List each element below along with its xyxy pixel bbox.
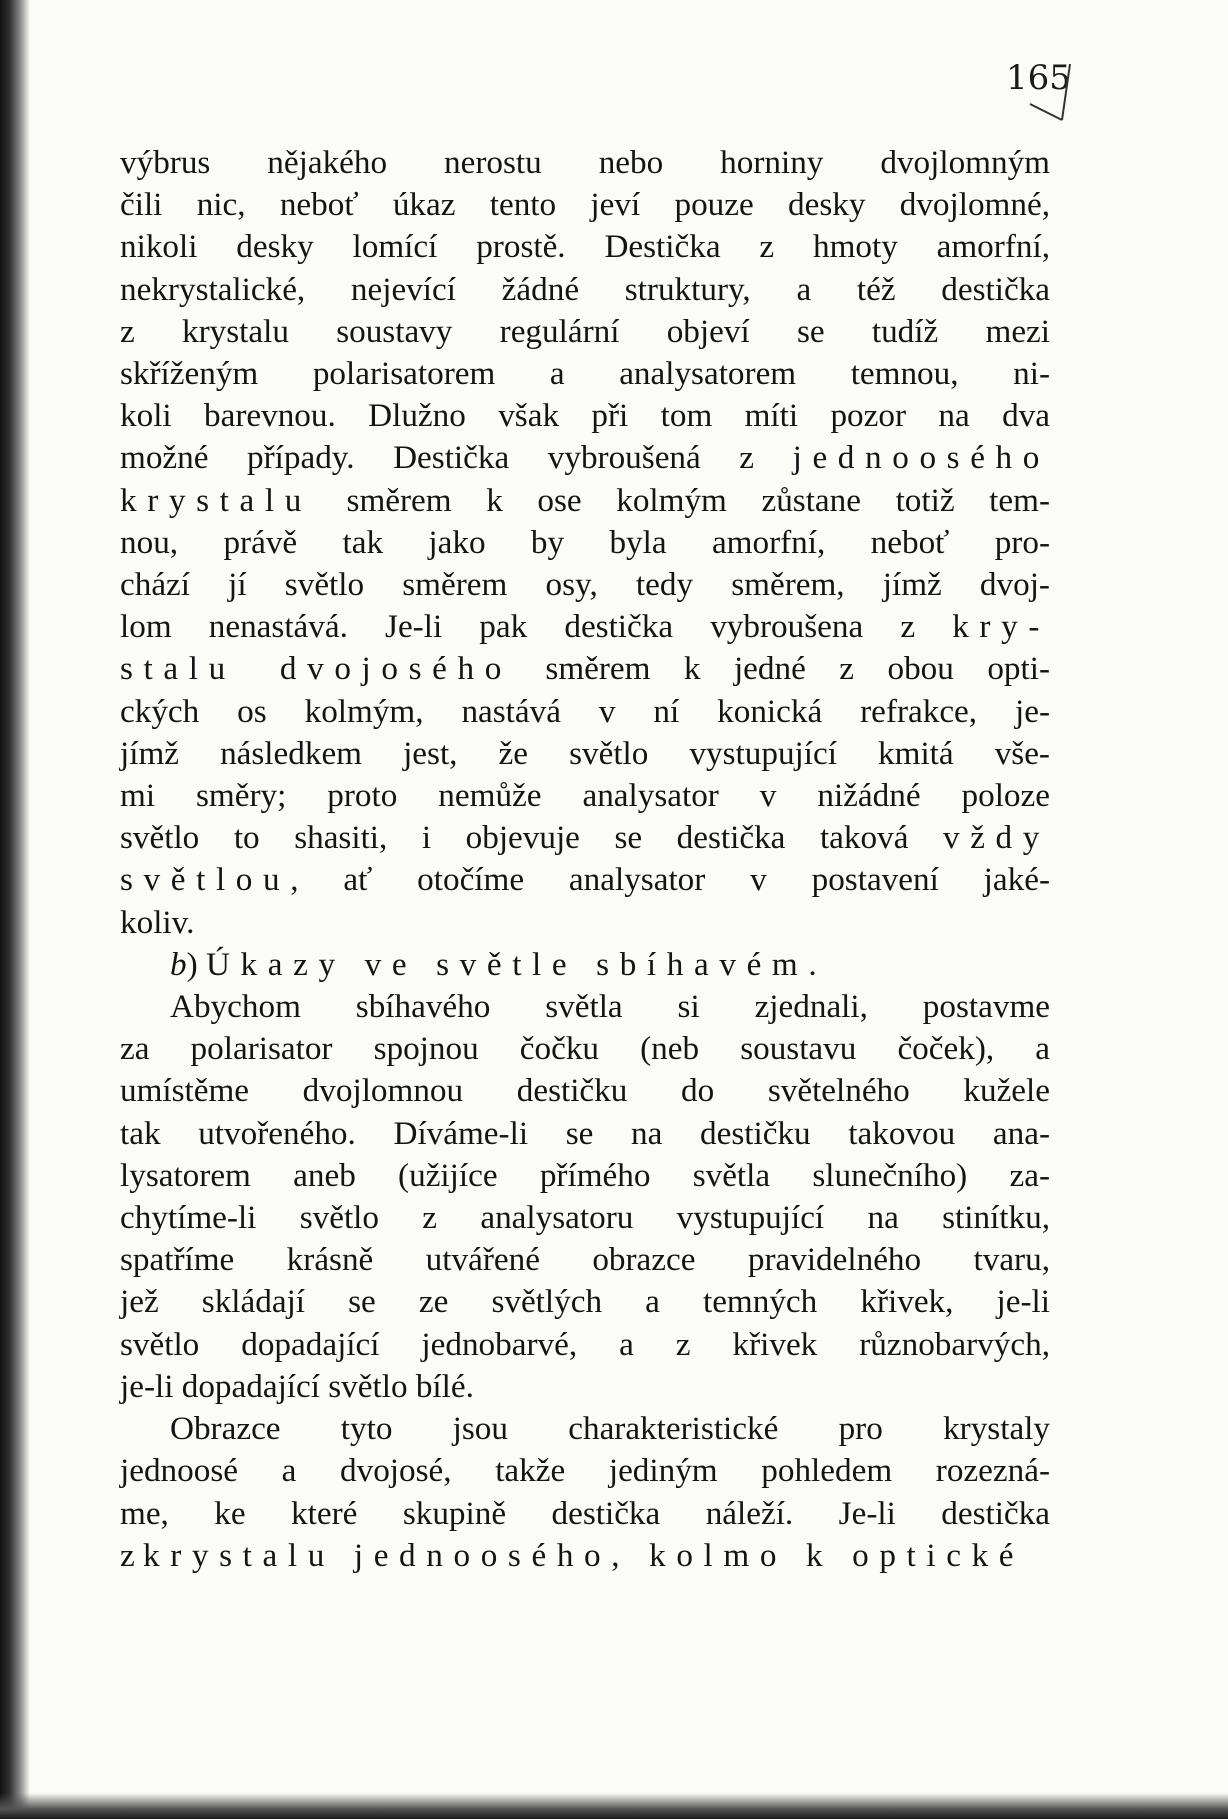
- text-segment: jednoosé a dvojosé, takže jediným pohledem rozezná-: [120, 1452, 1050, 1490]
- text-line: [120, 311, 1050, 353]
- page-number: 165: [1006, 58, 1071, 98]
- text-segment: skříženým polarisatorem a analysatorem temnou, ni-: [120, 355, 1050, 393]
- text-line: [120, 1113, 1050, 1155]
- text-line: [120, 775, 1050, 817]
- spaced-emphasis-text: Úkazy ve světle sbíhavém.: [205, 945, 828, 983]
- text-line: [120, 269, 1050, 311]
- text-line: [120, 691, 1050, 733]
- text-segment: chytíme-li světlo z analysatoru vystupující na stinítku,: [120, 1199, 1050, 1237]
- text-line: [120, 480, 1050, 522]
- text-segment: světlo to shasiti, i objevuje se destička taková: [120, 819, 943, 857]
- text-segment: umístěme dvojlomnou destičku do světelného kužele: [120, 1072, 1050, 1110]
- section-heading: [120, 944, 1050, 986]
- text-segment: Abychom sbíhavého světla si zjednali, postavme: [170, 988, 1050, 1026]
- text-segment: za polarisator spojnou čočku (neb soustavu čoček), a: [120, 1030, 1050, 1068]
- text-line: [120, 1281, 1050, 1323]
- text-line: [120, 1366, 1050, 1408]
- text-segment: spatříme krásně utvářené obrazce pravidelného tvaru,: [120, 1241, 1050, 1279]
- text-line: [120, 817, 1050, 859]
- text-line: [120, 1493, 1050, 1535]
- text-segment: jímž následkem jest, že světlo vystupující kmitá vše-: [120, 734, 1050, 772]
- text-segment: Obrazce tyto jsou charakteristické pro krystaly: [170, 1410, 1050, 1448]
- text-segment: b: [170, 945, 187, 983]
- text-segment: lysatorem aneb (užijíce přímého světla slunečního) za-: [120, 1156, 1050, 1194]
- text-line: [120, 564, 1050, 606]
- text-segment: , ať otočíme analysator v postavení jaké-: [290, 861, 1050, 899]
- body-text: [120, 142, 1050, 1577]
- text-line: [120, 859, 1050, 901]
- spaced-emphasis-text: kry-: [952, 608, 1050, 646]
- text-line: [120, 1324, 1050, 1366]
- text-segment: směrem k ose kolmým zůstane totiž tem-: [311, 481, 1050, 519]
- text-line: [120, 1028, 1050, 1070]
- paragraph: [120, 142, 1050, 944]
- text-segment: možné případy. Destička vybroušená z: [120, 439, 793, 477]
- text-segment: koli barevnou. Dlužno však při tom míti pozor na dva: [120, 397, 1050, 435]
- text-line: [120, 902, 1050, 944]
- text-line: [120, 733, 1050, 775]
- text-line: [120, 1155, 1050, 1197]
- text-segment: je-li dopadající světlo bílé.: [120, 1367, 474, 1405]
- text-segment: chází jí světlo směrem osy, tedy směrem, jímž dvoj-: [120, 566, 1050, 604]
- text-segment: lom nenastává. Je-li pak destička vybroušena z: [120, 608, 953, 646]
- text-line: [120, 437, 1050, 479]
- text-segment: ): [186, 945, 206, 983]
- text-line: [120, 606, 1050, 648]
- text-segment: z: [120, 1536, 144, 1574]
- text-segment: jež skládají se ze světlých a temných křivek, je-li: [120, 1283, 1050, 1321]
- text-line: [120, 522, 1050, 564]
- text-line: [120, 184, 1050, 226]
- text-line: [120, 226, 1050, 268]
- text-segment: výbrus nějakého nerostu nebo horniny dvojlomným: [120, 144, 1050, 181]
- spaced-emphasis-text: krystalu: [120, 481, 312, 519]
- text-line: [120, 944, 1050, 986]
- text-line: [120, 1197, 1050, 1239]
- text-segment: me, ke které skupině destička náleží. Je-li destička: [120, 1494, 1050, 1532]
- paragraph: [120, 986, 1050, 1408]
- pencil-corner-mark: [1010, 60, 1080, 130]
- spaced-emphasis-text: vždy: [942, 819, 1050, 857]
- text-segment: světlo dopadající jednobarvé, a z křivek různobarvých,: [120, 1325, 1050, 1363]
- text-segment: nekrystalické, nejevící žádné struktury, a též destička: [120, 270, 1050, 308]
- text-line: [120, 1408, 1050, 1450]
- text-line: [120, 1535, 1050, 1577]
- text-line: [120, 648, 1050, 690]
- scan-left-edge-shadow: [0, 0, 30, 1819]
- paragraph: [120, 1408, 1050, 1577]
- scan-bottom-edge-shadow: [0, 1793, 1228, 1819]
- text-segment: čili nic, neboť úkaz tento jeví pouze desky dvojlomné,: [120, 186, 1050, 224]
- text-line: [120, 142, 1050, 184]
- text-segment: nou, právě tak jako by byla amorfní, neboť pro-: [120, 523, 1050, 561]
- text-segment: koliv.: [120, 903, 195, 941]
- text-segment: nikoli desky lomící prostě. Destička z hmoty amorfní,: [120, 228, 1050, 266]
- text-line: [120, 353, 1050, 395]
- spaced-emphasis-text: stalu dvojosého: [120, 650, 512, 688]
- text-line: [120, 395, 1050, 437]
- text-segment: mi směry; proto nemůže analysator v nižádné poloze: [120, 777, 1050, 815]
- text-line: [120, 1239, 1050, 1281]
- text-line: [120, 1070, 1050, 1112]
- spaced-emphasis-text: světlou: [120, 861, 291, 899]
- text-segment: z krystalu soustavy regulární objeví se tudíž mezi: [120, 312, 1050, 350]
- spaced-emphasis-text: jednoosého: [792, 439, 1050, 477]
- text-segment: tak utvořeného. Díváme-li se na destičku takovou ana-: [120, 1114, 1050, 1152]
- text-line: [120, 1450, 1050, 1492]
- spaced-emphasis-text: krystalu jednoosého, kolmo k optické: [143, 1536, 1025, 1574]
- text-line: [120, 986, 1050, 1028]
- text-segment: směrem k jedné z obou opti-: [511, 650, 1051, 688]
- text-segment: ckých os kolmým, nastává v ní konická refrakce, je-: [120, 692, 1050, 730]
